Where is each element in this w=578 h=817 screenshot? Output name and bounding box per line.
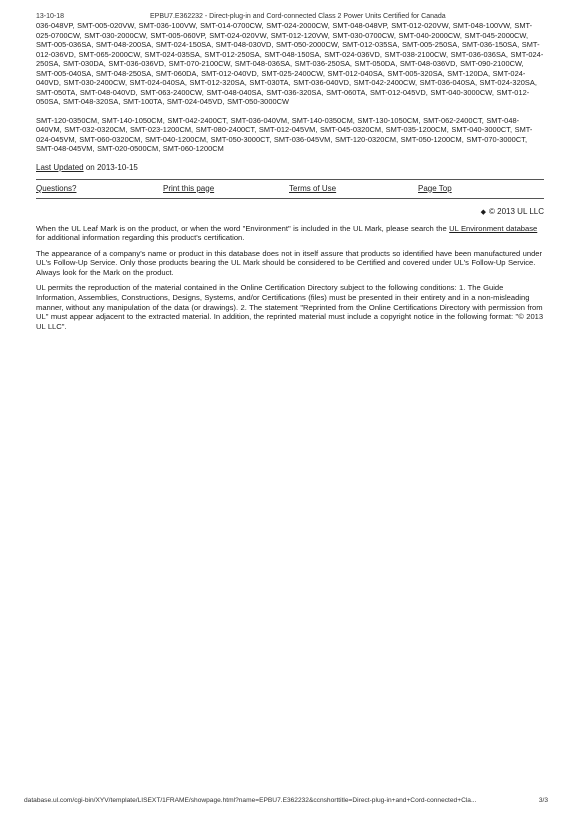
divider-top [36, 179, 544, 180]
print-page-link[interactable]: Print this page [163, 183, 215, 193]
last-updated [36, 163, 544, 173]
follow-up-disclaimer: The appearance of a company's name or product in this database does not in itself assure that products so identified have been manufactured under UL's Follow-Up Service. Only those products bearing the UL Mark should be considered to be Certified and covered under UL's Follow-Up Service. Always look for the Mark on the product. [36, 248, 543, 277]
copyright-notice [36, 207, 544, 218]
environment-notice [36, 224, 544, 243]
last-updated-date: on 2013-10-15 [83, 162, 138, 172]
certification-content [36, 21, 544, 331]
page-top-link[interactable]: Page Top [418, 183, 452, 193]
reproduction-terms: UL permits the reproduction of the material contained in the Online Certification Directory subject to the following conditions: 1. The Guide Information, Assemblies, Constructions, Designs, Systems, and/or Certifications (files) must be presented in their entirety and in a non-misleading manner, without any manipulation of the data (or drawings). 2. The statement "Reprinted from the Online Certifications Directory with permission from UL" must appear adjacent to the extracted material. In addition, the reprinted material must include a copyright notice in the following format: "© 2013 UL LLC". [36, 283, 544, 331]
copyright-text: © 2013 UL LLC [489, 206, 544, 216]
diamond-icon: ◆ [480, 208, 487, 216]
divider-bottom [36, 198, 544, 199]
print-url: database.ul.com/cgi-bin/XYV/template/LISEXT/1FRAME/showpage.html?name=EPBU7.E362232&ccnshorttitle=Direct-plug-in+and+Cord-connected+Cla... [24, 797, 477, 804]
print-footer [24, 796, 548, 806]
model-list-primary: 036-048VP, SMT-005-020VW, SMT-036-100VW, SMT-014-0700CW, SMT-024-2000CW, SMT-048-048VP, SMT-012-020VW, SMT-048-100VW, SMT-025-0700CW, SMT-030-2000CW, SMT-005-060VP, SMT-024-020VW, SMT-012-120VW, SMT-030-0700CW, SMT-040-2000CW, SMT-045-2000CW, SMT-005-036SA, SMT-048-200SA, SMT-024-150SA, SMT-048-030VD, SMT-050-2000CW, SMT-012-035SA, SMT-005-250SA, SMT-036-150SA, SMT-012-036VD, SMT-065-2000CW, SMT-024-035SA, SMT-012-250SA, SMT-048-150SA, SMT-024-036VD, SMT-038-2100CW, SMT-036-036SA, SMT-024-250SA, SMT-030DA, SMT-036-036VD, SMT-070-2100CW, SMT-048-036SA, SMT-036-250SA, SMT-050DA, SMT-048-036VD, SMT-090-2100CW, SMT-005-040SA, SMT-048-250SA, SMT-060DA, SMT-012-040VD, SMT-025-2400CW, SMT-012-040SA, SMT-005-320SA, SMT-120DA, SMT-024-040VD, SMT-030-2400CW, SMT-024-040SA, SMT-012-320SA, SMT-030TA, SMT-036-040VD, SMT-042-2400CW, SMT-036-040SA, SMT-024-320SA, SMT-050TA, SMT-048-040VD, SMT-063-2400CW, SMT-048-040SA, SMT-036-320SA, SMT-060TA, SMT-012-045VD, SMT-040-3000CW, SMT-012-050SA, SMT-048-320SA, SMT-100TA, SMT-024-045VD, SMT-050-3000CW [36, 21, 544, 106]
print-date: 13-10-18 [36, 13, 65, 20]
ul-environment-database-link[interactable]: UL Environment database [449, 223, 538, 233]
environment-notice-text: When the UL Leaf Mark is on the product, or when the word "Environment" is included in the UL Mark, please search the [36, 223, 450, 233]
model-list-secondary: SMT-120-0350CM, SMT-140-1050CM, SMT-042-2400CT, SMT-036-040VM, SMT-140-0350CM, SMT-130-1050CM, SMT-062-2400CT, SMT-048-040VM, SMT-032-0320CM, SMT-023-1200CM, SMT-080-2400CT, SMT-012-045VM, SMT-045-0320CM, SMT-035-1200CM, SMT-040-3000CT, SMT-024-045VM, SMT-060-0320CM, SMT-040-1200CM, SMT-050-3000CT, SMT-036-045VM, SMT-120-0320CM, SMT-050-1200CM, SMT-070-3000CT, SMT-048-045VM, SMT-020-0500CM, SMT-060-1200CM [36, 115, 533, 153]
questions-link[interactable]: Questions? [36, 183, 77, 193]
terms-of-use-link[interactable]: Terms of Use [289, 183, 337, 193]
last-updated-link[interactable]: Last Updated [36, 162, 84, 172]
page-number: 3/3 [538, 797, 548, 804]
print-page-title: EPBU7.E362232 - Direct-plug-in and Cord-connected Class 2 Power Units Certified for Canada [150, 13, 446, 20]
environment-notice-tail: for additional information regarding this product's certification. [36, 233, 245, 243]
footer-links [36, 184, 544, 198]
